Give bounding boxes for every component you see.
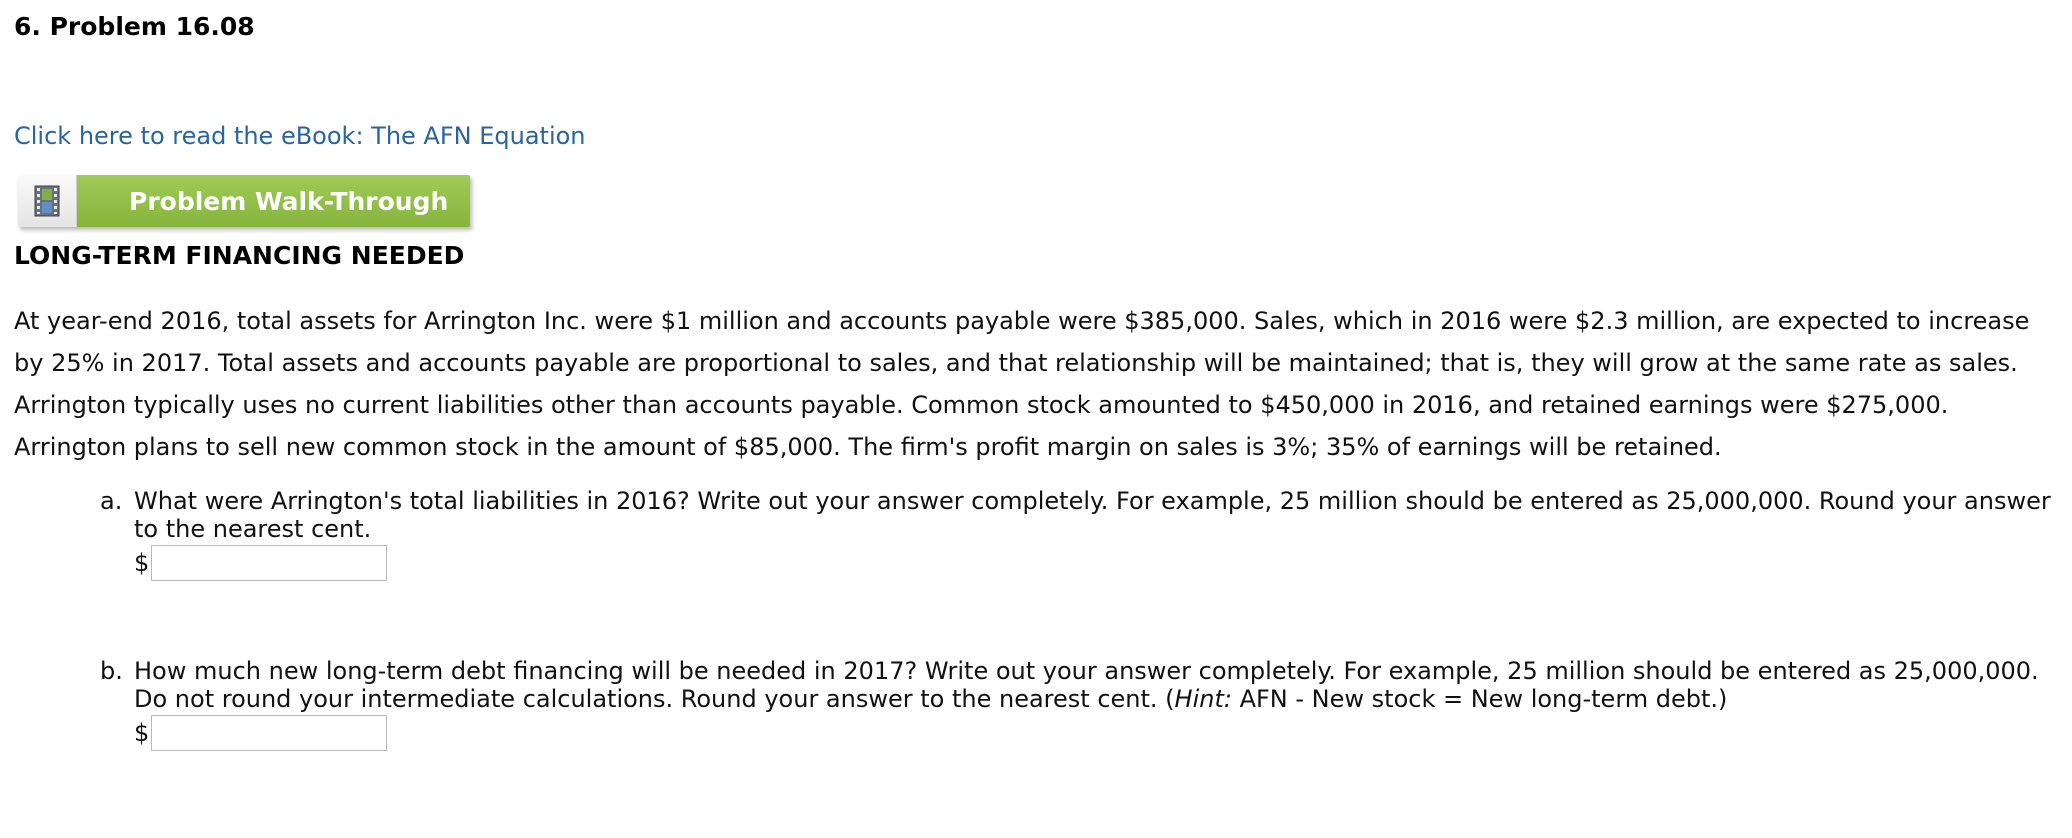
ebook-link[interactable]: Click here to read the eBook: The AFN Equation <box>14 122 586 150</box>
answer-a-input[interactable] <box>151 545 387 581</box>
question-a-marker: a. <box>100 487 123 515</box>
answer-b-row <box>134 715 2070 751</box>
question-a-text-line1: What were Arrington's total liabilities in 2016? Write out your answer completely. For example, 25 million should be entered as 25,000,000. Round your answer <box>134 487 2051 515</box>
answer-b-input[interactable] <box>151 715 387 751</box>
problem-walkthrough-button[interactable] <box>18 175 470 227</box>
problem-title: 6. Problem 16.08 <box>14 12 255 41</box>
walkthrough-label: Problem Walk-Through <box>77 175 470 227</box>
answer-a-row <box>134 545 2070 581</box>
statement-line: Arrington typically uses no current liabilities other than accounts payable. Common stock amounted to $450,000 in 2016, and retained earnings were $275,000. <box>14 391 1949 419</box>
question-b-text-line2: Do not round your intermediate calculations. Round your answer to the nearest cent. (Hint: AFN - New stock = New long-term debt.) <box>134 685 1728 713</box>
film-strip-icon <box>18 175 77 227</box>
statement-line: At year-end 2016, total assets for Arrington Inc. were $1 million and accounts payable were $385,000. Sales, which in 2016 were $2.3 million, are expected to increase <box>14 307 2030 335</box>
statement-line: by 25% in 2017. Total assets and accounts payable are proportional to sales, and that relationship will be maintained; that is, they will grow at the same rate as sales. <box>14 349 2018 377</box>
currency-symbol: $ <box>134 719 150 747</box>
question-b <box>100 657 2070 751</box>
statement-line: Arrington plans to sell new common stock in the amount of $85,000. The firm's profit margin on sales is 3%; 35% of earnings will be retained. <box>14 433 1722 461</box>
question-b-marker: b. <box>100 657 123 685</box>
problem-statement <box>14 300 2070 468</box>
currency-symbol: $ <box>134 549 150 577</box>
section-heading: LONG-TERM FINANCING NEEDED <box>14 241 465 270</box>
question-a <box>100 487 2070 581</box>
question-a-text-line2: to the nearest cent. <box>134 515 372 543</box>
hint-label: Hint: <box>1174 685 1232 713</box>
question-b-text-line1: How much new long-term debt financing will be needed in 2017? Write out your answer completely. For example, 25 million should be entered as 25,000,000. <box>134 657 2039 685</box>
